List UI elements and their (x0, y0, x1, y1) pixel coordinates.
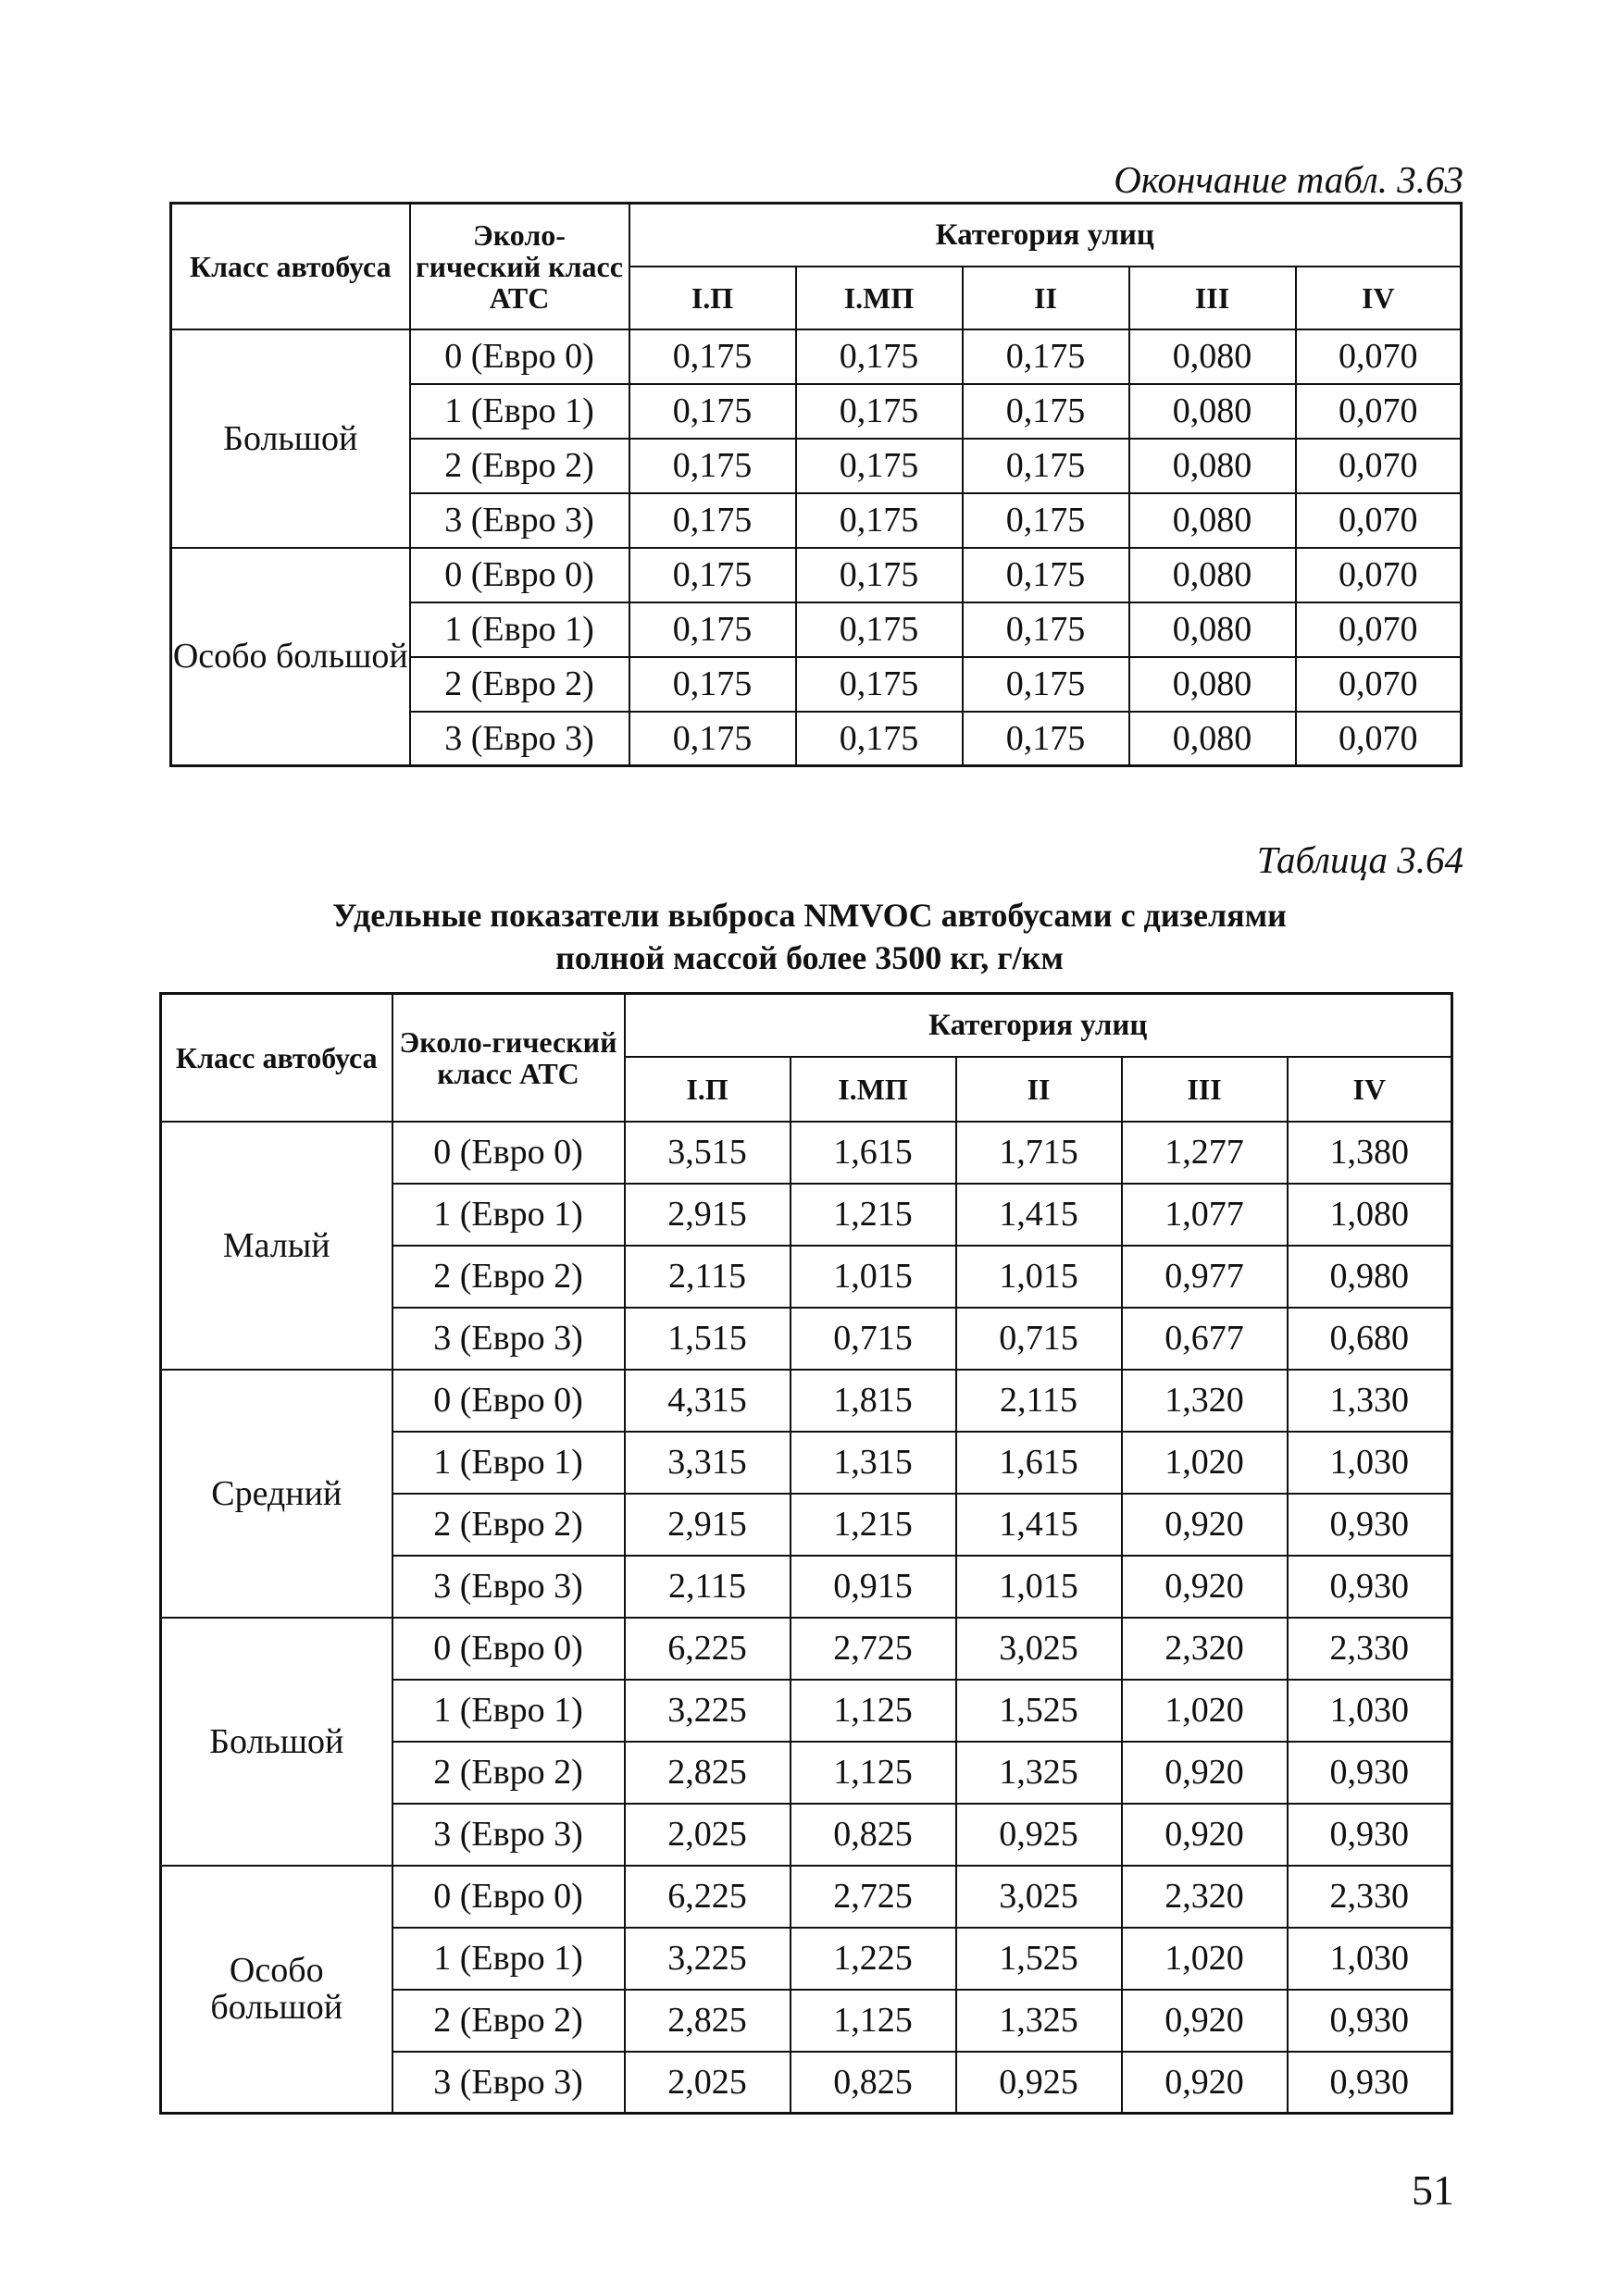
value-cell: 0,175 (629, 712, 796, 766)
eco-class-cell: 1 (Евро 1) (392, 1432, 625, 1494)
value-cell: 1,325 (956, 1990, 1122, 2052)
header-street-category: Категория улиц (625, 994, 1452, 1057)
eco-class-cell: 3 (Евро 3) (410, 493, 629, 548)
eco-class-cell: 2 (Евро 2) (410, 439, 629, 493)
value-cell: 3,025 (956, 1618, 1122, 1680)
value-cell: 2,320 (1122, 1618, 1288, 1680)
value-cell: 0,070 (1296, 602, 1462, 657)
value-cell: 1,020 (1122, 1928, 1288, 1990)
bus-class-cell: Большой (171, 329, 410, 548)
value-cell: 0,930 (1288, 1742, 1452, 1804)
value-cell: 1,015 (956, 1556, 1122, 1618)
eco-class-cell: 0 (Евро 0) (410, 548, 629, 602)
value-cell: 0,980 (1288, 1246, 1452, 1308)
value-cell: 1,525 (956, 1680, 1122, 1742)
value-cell: 0,175 (629, 602, 796, 657)
table-3-63-end (169, 202, 1463, 767)
table-continuation-caption: Окончание табл. 3.63 (1114, 158, 1463, 201)
eco-class-cell: 1 (Евро 1) (392, 1680, 625, 1742)
header-category: I.П (629, 267, 796, 329)
table-caption: Таблица 3.64 (1256, 838, 1463, 881)
header-category: I.МП (791, 1057, 956, 1122)
value-cell: 2,115 (956, 1370, 1122, 1432)
bus-class-cell: Особо большой (161, 1866, 392, 2114)
header-category: IV (1296, 267, 1462, 329)
value-cell: 0,920 (1122, 2052, 1288, 2114)
table-row (161, 1370, 1452, 1432)
value-cell: 0,930 (1288, 1804, 1452, 1866)
value-cell: 0,080 (1129, 493, 1296, 548)
value-cell: 0,920 (1122, 1494, 1288, 1556)
value-cell: 1,030 (1288, 1680, 1452, 1742)
value-cell: 1,415 (956, 1184, 1122, 1246)
table-title-line-2: полной массой более 3500 кг, г/км (555, 939, 1064, 976)
eco-class-cell: 1 (Евро 1) (392, 1184, 625, 1246)
value-cell: 0,920 (1122, 1990, 1288, 2052)
value-cell: 3,315 (625, 1432, 791, 1494)
value-cell: 0,175 (796, 384, 963, 439)
header-bus-class: Класс автобуса (161, 994, 392, 1122)
table-row (171, 329, 1462, 384)
value-cell: 0,175 (963, 493, 1129, 548)
value-cell: 0,677 (1122, 1308, 1288, 1370)
value-cell: 0,175 (629, 384, 796, 439)
value-cell: 0,070 (1296, 548, 1462, 602)
value-cell: 1,125 (791, 1680, 956, 1742)
value-cell: 1,015 (791, 1246, 956, 1308)
bus-class-cell: Особо большой (171, 548, 410, 766)
bus-class-cell: Средний (161, 1370, 392, 1618)
bus-class-cell: Большой (161, 1618, 392, 1866)
value-cell: 0,175 (629, 493, 796, 548)
eco-class-cell: 1 (Евро 1) (410, 384, 629, 439)
value-cell: 1,125 (791, 1742, 956, 1804)
value-cell: 1,030 (1288, 1928, 1452, 1990)
value-cell: 0,070 (1296, 439, 1462, 493)
eco-class-cell: 0 (Евро 0) (392, 1866, 625, 1928)
value-cell: 0,977 (1122, 1246, 1288, 1308)
eco-class-cell: 3 (Евро 3) (392, 1556, 625, 1618)
value-cell: 0,930 (1288, 2052, 1452, 2114)
value-cell: 0,920 (1122, 1804, 1288, 1866)
value-cell: 0,080 (1129, 384, 1296, 439)
value-cell: 0,915 (791, 1556, 956, 1618)
eco-class-cell: 3 (Евро 3) (392, 1804, 625, 1866)
value-cell: 0,070 (1296, 493, 1462, 548)
eco-class-cell: 0 (Евро 0) (410, 329, 629, 384)
eco-class-cell: 2 (Евро 2) (392, 1494, 625, 1556)
value-cell: 0,920 (1122, 1556, 1288, 1618)
header-eco-class: Эколо-гический класс АТС (392, 994, 625, 1122)
value-cell: 2,025 (625, 2052, 791, 2114)
value-cell: 2,725 (791, 1866, 956, 1928)
value-cell: 0,070 (1296, 384, 1462, 439)
eco-class-cell: 1 (Евро 1) (410, 602, 629, 657)
value-cell: 1,525 (956, 1928, 1122, 1990)
value-cell: 2,115 (625, 1246, 791, 1308)
value-cell: 1,325 (956, 1742, 1122, 1804)
value-cell: 0,080 (1129, 712, 1296, 766)
table-row (171, 548, 1462, 602)
eco-class-cell: 2 (Евро 2) (392, 1990, 625, 2052)
value-cell: 0,070 (1296, 712, 1462, 766)
value-cell: 0,175 (796, 493, 963, 548)
value-cell: 0,175 (796, 602, 963, 657)
value-cell: 0,080 (1129, 602, 1296, 657)
bus-class-cell: Малый (161, 1122, 392, 1370)
eco-class-cell: 1 (Евро 1) (392, 1928, 625, 1990)
value-cell: 1,015 (956, 1246, 1122, 1308)
value-cell: 1,515 (625, 1308, 791, 1370)
value-cell: 2,725 (791, 1618, 956, 1680)
value-cell: 1,715 (956, 1122, 1122, 1184)
eco-class-cell: 2 (Евро 2) (392, 1246, 625, 1308)
eco-class-cell: 3 (Евро 3) (410, 712, 629, 766)
table-row (161, 1122, 1452, 1184)
value-cell: 2,330 (1288, 1866, 1452, 1928)
header-category: III (1122, 1057, 1288, 1122)
value-cell: 1,815 (791, 1370, 956, 1432)
eco-class-cell: 2 (Евро 2) (392, 1742, 625, 1804)
value-cell: 1,020 (1122, 1432, 1288, 1494)
value-cell: 1,215 (791, 1184, 956, 1246)
value-cell: 4,315 (625, 1370, 791, 1432)
value-cell: 2,330 (1288, 1618, 1452, 1680)
value-cell: 0,175 (629, 548, 796, 602)
value-cell: 0,930 (1288, 1990, 1452, 2052)
value-cell: 0,920 (1122, 1742, 1288, 1804)
value-cell: 2,320 (1122, 1866, 1288, 1928)
header-category: IV (1288, 1057, 1452, 1122)
value-cell: 0,080 (1129, 548, 1296, 602)
value-cell: 0,175 (963, 439, 1129, 493)
value-cell: 0,175 (629, 329, 796, 384)
table-3-64 (159, 992, 1453, 2115)
value-cell: 0,175 (629, 657, 796, 712)
eco-class-cell: 0 (Евро 0) (392, 1618, 625, 1680)
value-cell: 0,175 (629, 439, 796, 493)
value-cell: 2,025 (625, 1804, 791, 1866)
header-category: II (963, 267, 1129, 329)
value-cell: 0,175 (796, 439, 963, 493)
value-cell: 0,715 (791, 1308, 956, 1370)
value-cell: 1,080 (1288, 1184, 1452, 1246)
header-category: III (1129, 267, 1296, 329)
table-row (161, 1618, 1452, 1680)
value-cell: 0,175 (963, 657, 1129, 712)
value-cell: 3,025 (956, 1866, 1122, 1928)
value-cell: 3,225 (625, 1928, 791, 1990)
value-cell: 1,125 (791, 1990, 956, 2052)
value-cell: 1,330 (1288, 1370, 1452, 1432)
value-cell: 1,320 (1122, 1370, 1288, 1432)
value-cell: 2,915 (625, 1184, 791, 1246)
value-cell: 1,415 (956, 1494, 1122, 1556)
table-row (161, 1866, 1452, 1928)
value-cell: 0,925 (956, 1804, 1122, 1866)
value-cell: 0,175 (963, 602, 1129, 657)
value-cell: 0,175 (963, 384, 1129, 439)
value-cell: 2,115 (625, 1556, 791, 1618)
eco-class-cell: 3 (Евро 3) (392, 1308, 625, 1370)
value-cell: 0,070 (1296, 329, 1462, 384)
value-cell: 1,215 (791, 1494, 956, 1556)
value-cell: 1,380 (1288, 1122, 1452, 1184)
value-cell: 3,225 (625, 1680, 791, 1742)
value-cell: 0,175 (963, 712, 1129, 766)
value-cell: 1,315 (791, 1432, 956, 1494)
value-cell: 0,080 (1129, 329, 1296, 384)
eco-class-cell: 2 (Евро 2) (410, 657, 629, 712)
value-cell: 1,277 (1122, 1122, 1288, 1184)
page-number: 51 (1412, 2166, 1454, 2214)
value-cell: 1,030 (1288, 1432, 1452, 1494)
eco-class-cell: 0 (Евро 0) (392, 1370, 625, 1432)
eco-class-cell: 0 (Евро 0) (392, 1122, 625, 1184)
header-category: I.П (625, 1057, 791, 1122)
value-cell: 0,175 (796, 548, 963, 602)
value-cell: 0,175 (963, 548, 1129, 602)
value-cell: 1,020 (1122, 1680, 1288, 1742)
value-cell: 3,515 (625, 1122, 791, 1184)
value-cell: 1,225 (791, 1928, 956, 1990)
value-cell: 0,715 (956, 1308, 1122, 1370)
value-cell: 0,175 (796, 657, 963, 712)
value-cell: 0,175 (796, 712, 963, 766)
value-cell: 0,825 (791, 2052, 956, 2114)
header-category: II (956, 1057, 1122, 1122)
value-cell: 0,930 (1288, 1494, 1452, 1556)
eco-class-cell: 3 (Евро 3) (392, 2052, 625, 2114)
value-cell: 0,930 (1288, 1556, 1452, 1618)
value-cell: 0,680 (1288, 1308, 1452, 1370)
value-cell: 0,080 (1129, 657, 1296, 712)
value-cell: 2,825 (625, 1742, 791, 1804)
value-cell: 0,070 (1296, 657, 1462, 712)
table-title-line-1: Удельные показатели выброса NMVOC автобусами с дизелями (332, 897, 1287, 934)
value-cell: 0,825 (791, 1804, 956, 1866)
header-bus-class: Класс автобуса (171, 204, 410, 329)
value-cell: 0,925 (956, 2052, 1122, 2114)
value-cell: 6,225 (625, 1866, 791, 1928)
header-eco-class: Эколо-гический класс АТС (410, 204, 629, 329)
value-cell: 0,175 (963, 329, 1129, 384)
value-cell: 0,080 (1129, 439, 1296, 493)
value-cell: 0,175 (796, 329, 963, 384)
value-cell: 1,077 (1122, 1184, 1288, 1246)
value-cell: 6,225 (625, 1618, 791, 1680)
header-category: I.МП (796, 267, 963, 329)
header-street-category: Категория улиц (629, 204, 1462, 267)
value-cell: 2,825 (625, 1990, 791, 2052)
value-cell: 1,615 (956, 1432, 1122, 1494)
value-cell: 2,915 (625, 1494, 791, 1556)
value-cell: 1,615 (791, 1122, 956, 1184)
